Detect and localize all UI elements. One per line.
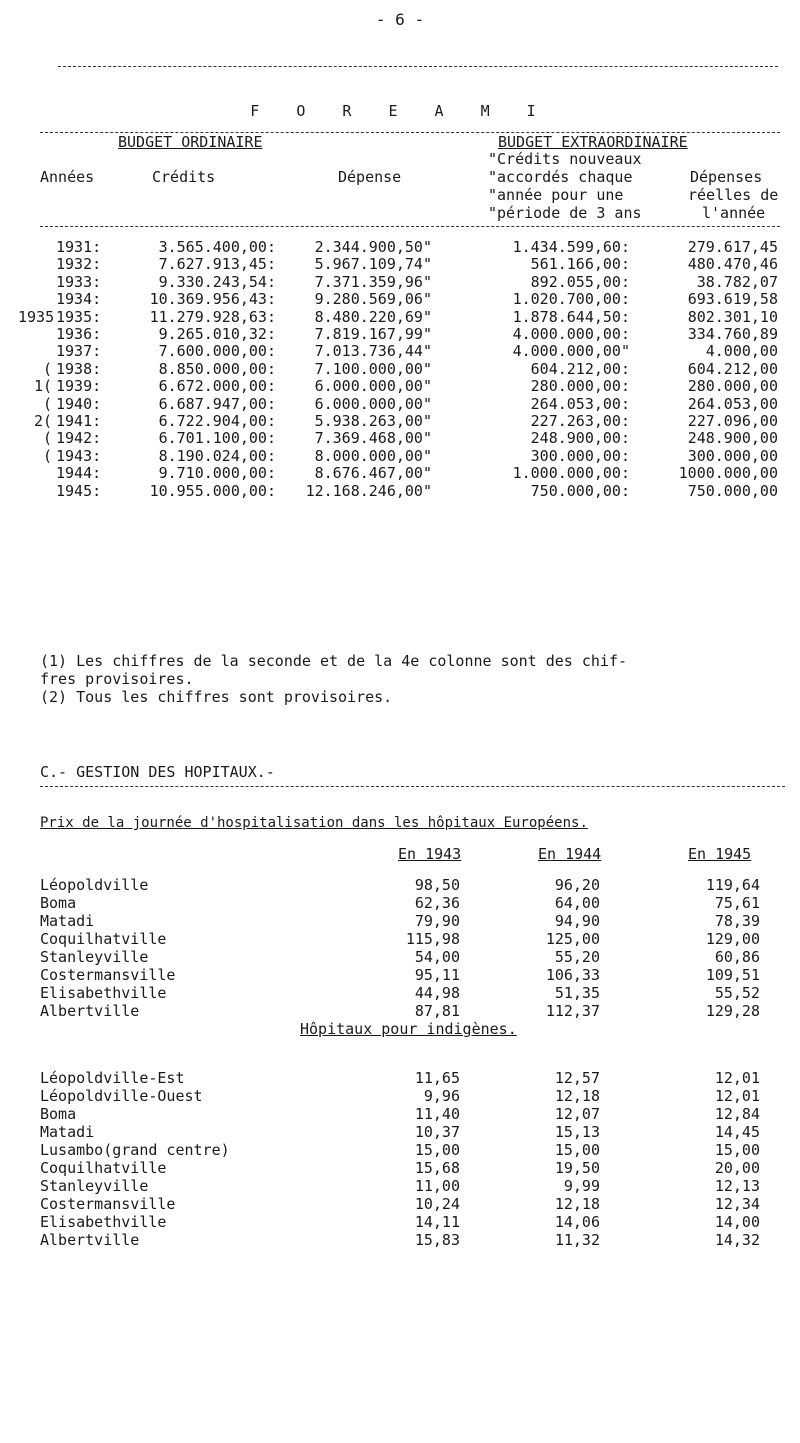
row-credits: 6.687.947,00: [158,394,276,413]
note-2: (2) Tous les chiffres sont provisoires. [40,688,393,706]
row-year: 1931: [56,238,102,256]
price-1944: 19,50 [554,1159,600,1177]
price-1945: 60,86 [714,948,760,966]
dep-header-line3: l'année [702,204,766,222]
price-1944: 12,07 [554,1105,600,1123]
price-1944: 15,13 [554,1123,600,1141]
header-1944: En 1944 [538,845,602,863]
price-1945: 78,39 [714,912,760,930]
price-1945: 15,00 [714,1141,760,1159]
row-year: 1938: [56,359,102,378]
row-credits: 9.330.243,54: [158,272,276,291]
row-depense: 7.369.468,00" [314,429,432,448]
price-1944: 96,20 [554,876,600,894]
price-1945: 12,84 [714,1105,760,1123]
row-credits: 3.565.400,00: [158,238,276,256]
row-credits: 7.627.913,45: [158,255,276,274]
extra-header-line4: "période de 3 ans [488,204,642,222]
row-extra-credits: 280.000,00: [530,377,630,396]
price-1943: 15,83 [414,1231,460,1249]
price-1944: 12,18 [554,1087,600,1105]
hospital-name: Boma [40,1105,77,1123]
row-depenses-reelles: 280.000,00 [687,377,778,396]
price-1943: 14,11 [414,1213,460,1231]
row-depense: 9.280.569,06" [314,290,432,309]
row-depenses-reelles: 264.053,00 [687,394,778,413]
extra-header-line2: "accordés chaque [488,168,633,186]
row-credits: 8.190.024,00: [158,446,276,465]
row-prefix: 1935 [18,307,55,326]
row-extra-credits: 604.212,00: [530,359,630,378]
price-1943: 87,81 [414,1002,460,1020]
table-header-divider [40,226,780,227]
row-depenses-reelles: 279.617,45 [687,238,778,256]
price-1943: 15,00 [414,1141,460,1159]
hospital-name: Boma [40,894,77,912]
row-depenses-reelles: 480.470,46 [687,255,778,274]
hospital-name: Albertville [40,1231,140,1249]
annees-header: Années [40,168,95,186]
hospital-name: Costermansville [40,966,176,984]
hospital-name: Elisabethville [40,1213,167,1231]
note-1-line-1: (1) Les chiffres de la seconde et de la 4e colonne sont des chif- [40,652,627,670]
row-extra-credits: 1.434.599,60: [512,238,630,256]
hospital-name: Stanleyville [40,948,149,966]
price-1943: 11,65 [414,1069,460,1087]
row-credits: 6.672.000,00: [158,377,276,396]
hospital-name: Coquilhatville [40,1159,167,1177]
price-1943: 11,00 [414,1177,460,1195]
price-1945: 12,01 [714,1087,760,1105]
section-c-divider [40,786,785,787]
row-depense: 12.168.246,00" [305,481,432,500]
row-year: 1934: [56,290,102,309]
row-depense: 6.000.000,00" [314,377,432,396]
row-credits: 10.955.000,00: [149,481,276,500]
row-year: 1940: [56,394,102,413]
price-1943: 62,36 [414,894,460,912]
row-year: 1945: [56,481,102,500]
row-depense: 8.480.220,69" [314,307,432,326]
row-extra-credits: 750.000,00: [530,481,630,500]
price-1943: 98,50 [414,876,460,894]
row-credits: 9.265.010,32: [158,325,276,343]
price-1944: 106,33 [545,966,600,984]
row-prefix: 2( [33,412,52,430]
row-credits: 10.369.956,43: [149,290,276,309]
row-credits: 7.600.000,00: [158,342,276,361]
dep-header-line2: réelles de [688,186,779,204]
row-depense: 8.676.467,00" [314,464,432,483]
price-1943: 15,68 [414,1159,460,1177]
price-1943: 95,11 [414,966,460,984]
hospital-name: Elisabethville [40,984,167,1002]
row-depenses-reelles: 248.900,00 [687,429,778,448]
hospital-name: Léopoldville-Est [40,1069,185,1087]
price-1945: 12,34 [714,1195,760,1213]
price-1945: 14,00 [714,1213,760,1231]
price-1943: 79,90 [414,912,460,930]
price-1943: 44,98 [414,984,460,1002]
top-divider [58,66,778,67]
row-year: 1932: [56,255,102,274]
budget-extraordinaire-header: BUDGET EXTRAORDINAIRE [498,133,688,151]
price-1944: 64,00 [554,894,600,912]
row-prefix: ( [42,429,52,448]
price-1945: 14,45 [714,1123,760,1141]
depense-header: Dépense [338,168,402,186]
price-1945: 55,52 [714,984,760,1002]
price-1944: 11,32 [554,1231,600,1249]
hospital-name: Léopoldville-Ouest [40,1087,203,1105]
section-heading-c: C.- GESTION DES HOPITAUX.- [40,763,275,781]
row-credits: 6.722.904,00: [158,412,276,430]
price-1945: 12,01 [714,1069,760,1087]
row-depenses-reelles: 334.760,89 [687,325,778,343]
row-depenses-reelles: 802.301,10 [687,307,778,326]
row-extra-credits: 561.166,00: [530,255,630,274]
price-1943: 10,24 [414,1195,460,1213]
row-year: 1944: [56,464,102,483]
hospital-name: Costermansville [40,1195,176,1213]
document-title: F O R E A M I [250,102,550,120]
price-1944: 15,00 [554,1141,600,1159]
extra-header-line1: "Crédits nouveaux [488,150,642,168]
price-1944: 14,06 [554,1213,600,1231]
hospital-name: Coquilhatville [40,930,167,948]
price-1945: 14,32 [714,1231,760,1249]
row-credits: 11.279.928,63: [149,307,276,326]
row-year: 1937: [56,342,102,361]
row-extra-credits: 227.263,00: [530,412,630,430]
price-1945: 20,00 [714,1159,760,1177]
row-credits: 8.850.000,00: [158,359,276,378]
price-1945: 129,28 [705,1002,760,1020]
row-depenses-reelles: 227.096,00 [687,412,778,430]
budget-ordinaire-header: BUDGET ORDINAIRE [118,133,263,151]
row-year: 1942: [56,429,102,448]
row-credits: 9.710.000,00: [158,464,276,483]
row-depense: 6.000.000,00" [314,394,432,413]
price-1945: 75,61 [714,894,760,912]
price-1944: 9,99 [563,1177,600,1195]
row-depense: 7.100.000,00" [314,359,432,378]
price-1944: 12,18 [554,1195,600,1213]
row-extra-credits: 4.000.000,00" [512,342,630,361]
price-1943: 115,98 [405,930,460,948]
row-extra-credits: 1.000.000,00: [512,464,630,483]
row-depenses-reelles: 1000.000,00 [678,464,778,483]
row-year: 1943: [56,446,102,465]
price-1944: 12,57 [554,1069,600,1087]
row-depenses-reelles: 38.782,07 [696,272,778,291]
price-1943: 11,40 [414,1105,460,1123]
price-1944: 112,37 [545,1002,600,1020]
price-1944: 125,00 [545,930,600,948]
price-1943: 10,37 [414,1123,460,1141]
row-depense: 7.371.359,96" [314,272,432,291]
row-extra-credits: 1.878.644,50: [512,307,630,326]
row-extra-credits: 892.055,00: [530,272,630,291]
row-depenses-reelles: 750.000,00 [687,481,778,500]
credits-header: Crédits [152,168,216,186]
row-depense: 7.819.167,99" [314,325,432,343]
row-year: 1941: [56,412,102,430]
hospital-name: Léopoldville [40,876,149,894]
row-year: 1935: [56,307,102,326]
row-depense: 5.938.263,00" [314,412,432,430]
row-year: 1933: [56,272,102,291]
row-prefix: ( [42,446,52,465]
row-extra-credits: 248.900,00: [530,429,630,448]
price-1944: 51,35 [554,984,600,1002]
prix-title: Prix de la journée d'hospitalisation dans les hôpitaux Européens. [40,815,588,831]
price-1944: 94,90 [554,912,600,930]
extra-header-line3: "année pour une [488,186,624,204]
hospital-name: Albertville [40,1002,140,1020]
row-year: 1939: [56,377,102,396]
row-depenses-reelles: 604.212,00 [687,359,778,378]
row-extra-credits: 300.000,00: [530,446,630,465]
price-1945: 119,64 [705,876,760,894]
price-1945: 109,51 [705,966,760,984]
dep-header-line1: Dépenses [690,168,763,186]
row-extra-credits: 4.000.000,00: [512,325,630,343]
row-depense: 7.013.736,44" [314,342,432,361]
row-prefix: ( [42,359,52,378]
hospital-name: Matadi [40,1123,95,1141]
row-depense: 8.000.000,00" [314,446,432,465]
page-number: - 6 - [375,10,425,29]
row-depense: 5.967.109,74" [314,255,432,274]
row-extra-credits: 1.020.700,00: [512,290,630,309]
row-credits: 6.701.100,00: [158,429,276,448]
row-prefix: ( [42,394,52,413]
price-1945: 129,00 [705,930,760,948]
row-depense: 2.344.900,50" [314,238,432,256]
header-1943: En 1943 [398,845,462,863]
price-1943: 54,00 [414,948,460,966]
note-1-line-2: fres provisoires. [40,670,194,688]
price-1943: 9,96 [423,1087,460,1105]
row-depenses-reelles: 4.000,00 [705,342,778,361]
price-1945: 12,13 [714,1177,760,1195]
indigenes-title: Hôpitaux pour indigènes. [300,1020,517,1038]
row-prefix: 1( [33,377,52,396]
row-depenses-reelles: 300.000,00 [687,446,778,465]
row-depenses-reelles: 693.619,58 [687,290,778,309]
row-extra-credits: 264.053,00: [530,394,630,413]
header-1945: En 1945 [688,845,752,863]
hospital-name: Lusambo(grand centre) [40,1141,230,1159]
price-1944: 55,20 [554,948,600,966]
row-year: 1936: [56,325,102,343]
hospital-name: Stanleyville [40,1177,149,1195]
hospital-name: Matadi [40,912,95,930]
